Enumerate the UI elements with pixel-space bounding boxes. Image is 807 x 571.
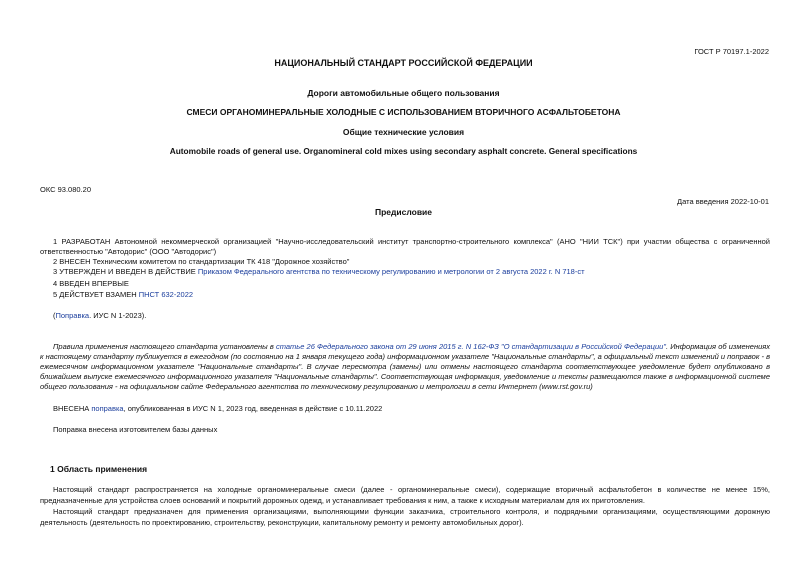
- main-title: СМЕСИ ОРГАНОМИНЕРАЛЬНЫЕ ХОЛОДНЫЕ С ИСПОЛЬЗОВАНИЕМ ВТОРИЧНОГО АСФАЛЬТОБЕТОНА: [186, 107, 621, 117]
- foreword-item-5: [53, 290, 193, 300]
- amendment-link[interactable]: Поправка: [55, 311, 90, 320]
- foreword-item-3: [53, 267, 585, 277]
- introduction-date: Дата введения 2022-10-01: [677, 197, 769, 206]
- notice-suffix: , опубликованная в ИУС N 1, 2023 год, введенная в действие с 10.11.2022: [123, 404, 383, 413]
- order-link[interactable]: Приказом Федерального агентства по техническому регулированию и метрологии от 2 августа 2022 г. N 718-ст: [197, 267, 585, 276]
- section-1-paragraph-2: Настоящий стандарт предназначен для применения организациями, выполняющими функции заказчика, строительного контроля, и подрядными организациями, осуществляющими дорожную деятельность (деятельность по проектированию, строительству, реконструкции, капитальному ремонту и ремонту автомобильных дорог).: [40, 507, 770, 527]
- conditions-title: Общие технические условия: [342, 127, 465, 137]
- foreword-item-2: 2 ВНЕСЕН Техническим комитетом по стандартизации ТК 418 "Дорожное хозяйство": [53, 257, 350, 266]
- foreword-item-1: 1 РАЗРАБОТАН Автономной некоммерческой организацией "Научно-исследовательский институт транспортно-строительного комплекса" (АНО "НИИ ТСК") при участии общества с ограниченной ответственностью "Автодорис" (ООО "Автодорис"): [40, 237, 770, 256]
- application-rules: [40, 342, 770, 392]
- item-5-text: 5 ДЕЙСТВУЕТ ВЗАМЕН: [53, 290, 139, 299]
- section-1-heading: 1 Область применения: [50, 464, 148, 474]
- standard-code: ГОСТ Р 70197.1-2022: [694, 47, 769, 56]
- amendment-suffix: . ИУС N 1-2023).: [89, 311, 147, 320]
- federal-law-link[interactable]: статье 26 Федерального закона от 29 июня 2015 г. N 162-ФЗ "О стандартизации в Российской Федерации": [275, 342, 666, 351]
- english-title: Automobile roads of general use. Organomineral cold mixes using secondary asphalt concrete. General specifications: [169, 146, 638, 156]
- foreword-heading: Предисловие: [374, 207, 433, 217]
- oks-code: ОКС 93.080.20: [40, 185, 91, 194]
- notice-amendment-link[interactable]: поправка: [91, 404, 124, 413]
- database-note: Поправка внесена изготовителем базы данных: [53, 425, 218, 434]
- foreword-item-4: 4 ВВЕДЕН ВПЕРВЫЕ: [53, 279, 129, 288]
- amendment-open-paren: (: [53, 311, 56, 320]
- rules-text-1: Правила применения настоящего стандарта установлены в: [53, 342, 276, 351]
- notice-prefix: ВНЕСЕНА: [53, 404, 92, 413]
- section-1-paragraph-1: Настоящий стандарт распространяется на холодные органоминеральные смеси (далее - органоминеральные смеси), содержащие вторичный асфальтобетон в количестве не менее 15%, предназначенные для устройства слоев оснований и покрытий дорожных одежд, и устанавливает требования к ним, а также к исходным материалам для их приготовления.: [40, 485, 770, 505]
- item-3-text: 3 УТВЕРЖДЕН И ВВЕДЕН В ДЕЙСТВИЕ: [53, 267, 198, 276]
- pnst-link[interactable]: ПНСТ 632-2022: [138, 290, 194, 299]
- rules-text-2: . Информация об изменениях к настоящему стандарту публикуется в ежегодном (по состоянию на 1 января текущего года) информационном указателе "Национальные стандарты", а официальный текст изменений и поправок - в ежемесячном информационном указателе "Национальные стандарты". В случае пересмотра (замены) или отмены настоящего стандарта соответствующее уведомление будет опубликовано в ближайшем выпуске ежемесячного информационного указателя "Национальные стандарты". Соответствующая информация, уведомление и тексты размещаются также в информационной системе общего пользования - на официальном сайте Федерального агентства по техническому регулированию и метрологии в сети Интернет (www.rst.gov.ru): [40, 342, 771, 391]
- amendment-notice: [53, 404, 382, 414]
- amendment-note: [53, 311, 146, 321]
- national-standard-title: НАЦИОНАЛЬНЫЙ СТАНДАРТ РОССИЙСКОЙ ФЕДЕРАЦИИ: [274, 58, 533, 68]
- subject-title: Дороги автомобильные общего пользования: [307, 88, 500, 98]
